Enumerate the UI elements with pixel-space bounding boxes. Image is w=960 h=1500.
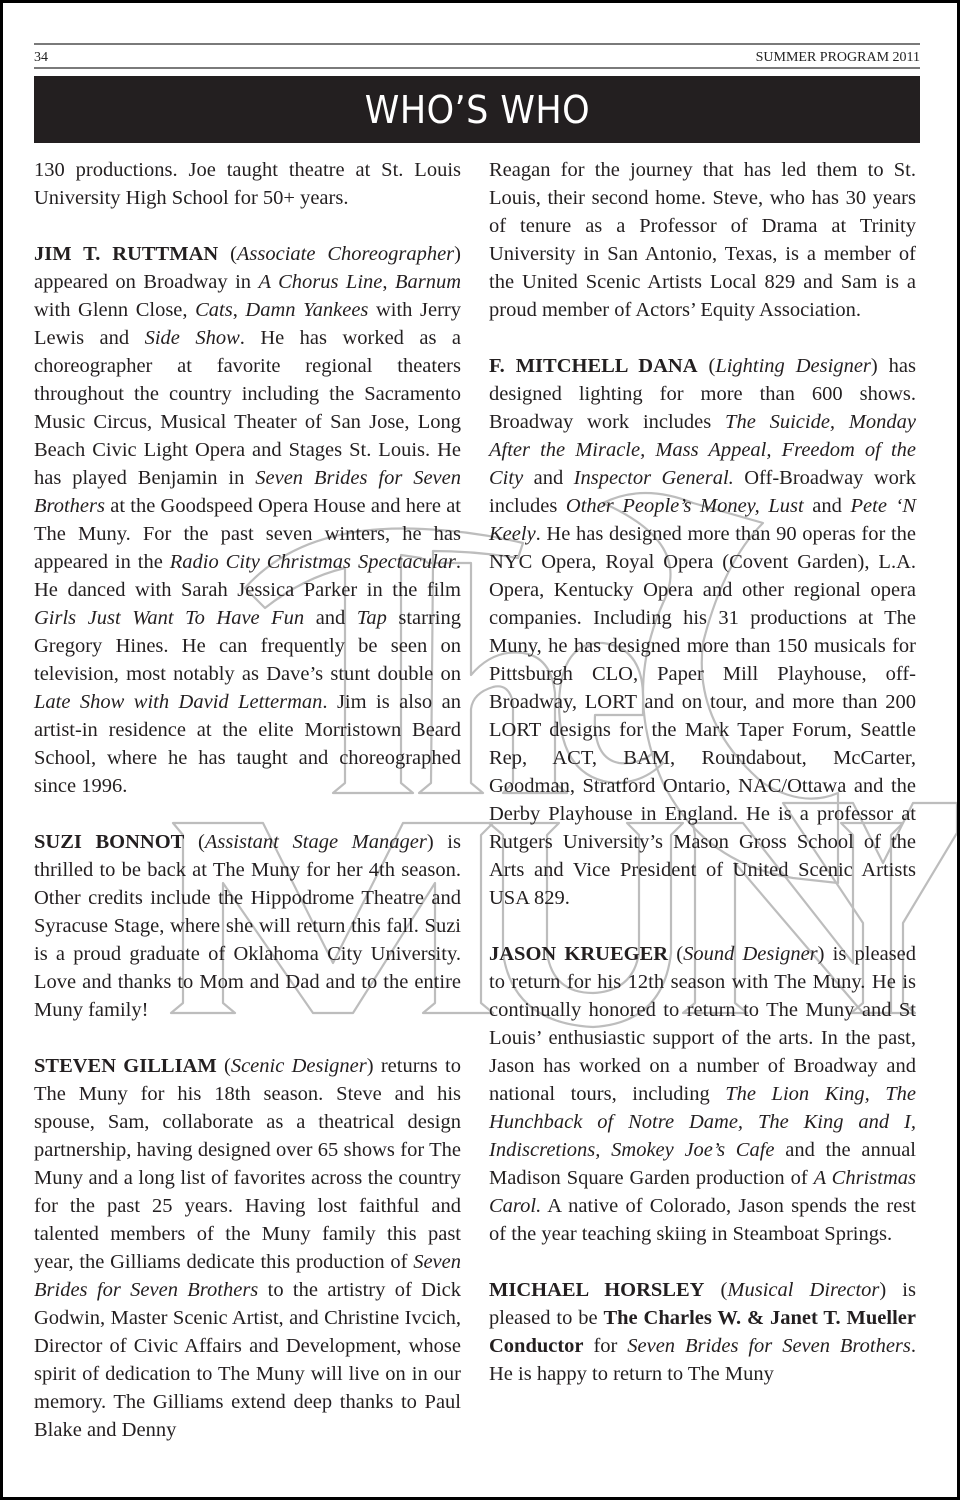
bio-role: Scenic Designer [230, 1055, 367, 1077]
bio-role: Musical Director [727, 1279, 880, 1301]
bio-joe-continued: 130 productions. Joe taught theatre at St. Louis University High School for 50+ years. [34, 159, 461, 209]
section-title-bar [34, 76, 920, 143]
publication-title: SUMMER PROGRAM 2011 [755, 50, 920, 65]
bio-jason-krueger: JASON KRUEGER (Sound Designer) is pleased to return for his 12th season with The Muny. He is continually honored to return to The Muny and St Louis’ enthusiastic support of the arts. In the past, Jason has worked on a number of Broadway and national tours, including The Lion King, The Hunchback of Notre Dame, The King and I, Indiscretions, Smokey Joe’s Cafe and the annual Madison Square Garden production of A Christmas Carol. A native of Colorado, Jason spends the rest of the year teaching skiing in Steamboat Springs. [489, 943, 916, 1245]
bio-role: Sound Designer [683, 943, 818, 965]
bio-steven-gilliam-continued: Reagan for the journey that has led them to St. Louis, their second home. Steve, who has 30 years of tenure as a Professor of Drama at Trinity University in San Antonio, Texas, is a member of the United Scenic Artists Local 829 and Sam is a proud member of Actors’ Equity Association. [489, 159, 916, 321]
bio-name: MICHAEL HORSLEY [489, 1279, 705, 1301]
bio-steven-gilliam: STEVEN GILLIAM (Scenic Designer) returns to The Muny for his 18th season. Steve and his spouse, Sam, collaborate as a theatrical design partnership, having designed over 65 shows for The Muny and a long list of favorites across the country for the past 25 years. Having lost faithful and talented members of the Muny family this past year, the Gilliams dedicate this production of Seven Brides for Seven Brothers to the artistry of Dick Godwin, Master Scenic Artist, and Christine Ivcich, Director of Civic Affairs and Development, whose spirit of dedication to The Muny will live on in our memory. The Gilliams extend deep thanks to Paul Blake and Denny [34, 1055, 462, 1441]
left-column [34, 156, 461, 1444]
page-number: 34 [34, 50, 48, 65]
bio-name: JASON KRUEGER [489, 943, 669, 965]
bio-f-mitchell-dana: F. MITCHELL DANA (Lighting Designer) has designed lighting for more than 600 shows. Broadway work includes The Suicide, Monday After the Miracle, Mass Appeal, Freedom of the City and Inspector General. Off-Broadway work includes Other People’s Money, Lust and Pete ‘N Keely. He has designed more than 90 operas for the NYC Opera, Royal Opera (Covent Garden), L.A. Opera, Kentucky Opera and other regional opera companies. Including his 31 productions at The Muny, he has designed more than 150 musicals for Pittsburgh CLO, Paper Mill Playhouse, off-Broadway, LORT and on tour, and more than 200 LORT designs for the Mark Taper Forum, Seattle Rep, ACT, BAM, Roundabout, McCarter, Goodman, Stratford Ontario, NAC/Ottawa and the Derby Playhouse in England. He is a professor at Rutgers University’s Mason Gross School of the Arts and Vice President of United Scenic Artists USA 829. [489, 355, 917, 909]
bio-role: Assistant Stage Manager [204, 831, 427, 853]
bio-michael-horsley: MICHAEL HORSLEY (Musical Director) is pleased to be The Charles W. & Janet T. Mueller Conductor for Seven Brides for Seven Brothers. He is happy to return to The Muny [489, 1279, 916, 1385]
bio-name: JIM T. RUTTMAN [34, 243, 219, 265]
header-rule-top [34, 43, 920, 45]
right-column [489, 156, 916, 1388]
bio-role: Lighting Designer [715, 355, 871, 377]
header-rule-bottom [34, 67, 920, 69]
running-head [34, 49, 920, 67]
bio-suzi-bonnot: SUZI BONNOT (Assistant Stage Manager) is thrilled to be back at The Muny for her 4th season. Other credits include the Hippodrome Theatre and Syracuse Stage, where she will return this fall. Suzi is a proud graduate of Oklahoma City University. Love and thanks to Mom and Dad and to the entire Muny family! [34, 831, 461, 1021]
bio-role: Associate Choreographer [236, 243, 455, 265]
bio-name: SUZI BONNOT [34, 831, 185, 853]
bio-jim-ruttman: JIM T. RUTTMAN (Associate Choreographer) appeared on Broadway in A Chorus Line, Barnum with Glenn Close, Cats, Damn Yankees with Jerry Lewis and Side Show. He has worked as a choreographer at favorite regional theaters throughout the country including the Sacramento Music Circus, Musical Theater of San Jose, Long Beach Civic Light Opera and Stages St. Louis. He has played Benjamin in Seven Brides for Seven Brothers at the Goodspeed Opera House and here at The Muny. For the past seven winters, he has appeared in the Radio City Christmas Spectacular. He danced with Sarah Jessica Parker in the film Girls Just Want To Have Fun and Tap starring Gregory Hines. He can frequently be seen on television, most notably as Dave’s stunt double on Late Show with David Letterman. Jim is also an artist-in residence at the elite Morristown Beard School, where he has taught and choreographed since 1996. [34, 243, 462, 797]
section-title: WHO’S WHO [364, 87, 590, 132]
bio-name: F. MITCHELL DANA [489, 355, 698, 377]
bio-name: STEVEN GILLIAM [34, 1055, 217, 1077]
program-page [3, 3, 957, 1497]
